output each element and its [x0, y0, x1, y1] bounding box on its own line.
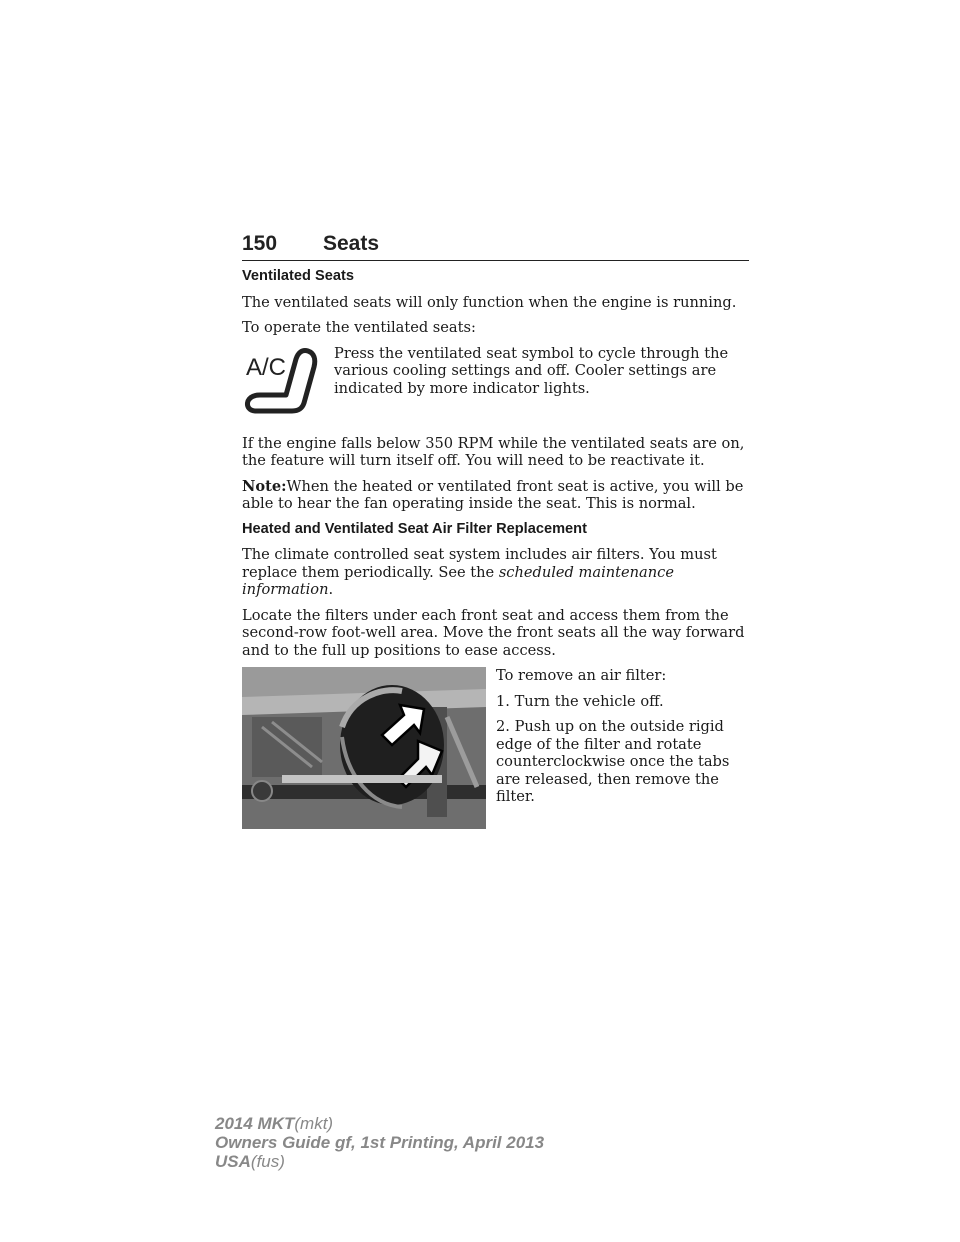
filter-intro: The climate controlled seat system includes air filters. You must replace them periodically. See the scheduled maintenance information.: [242, 546, 717, 598]
footer-line-1: 2014 MKT(mkt): [215, 1114, 334, 1133]
step-2: 2. Push up on the outside rigid edge of the filter and rotate counterclockwise once the tabs are released, then remove the filter.: [496, 718, 730, 805]
ventilated-operate: To operate the ventilated seats:: [242, 319, 476, 336]
note-label: Note:: [242, 477, 287, 495]
filter-removal-steps: [496, 667, 752, 829]
filter-removal-section: [242, 667, 752, 829]
footer-line-2: Owners Guide gf, 1st Printing, April 2013: [215, 1133, 545, 1152]
filter-location: Locate the filters under each front seat and access them from the second-row foot-well area. Move the front seats all the way forward and to the full up positions to ease access.: [242, 606, 745, 659]
air-filter-photo: [242, 667, 486, 829]
footer-line-3: USA(fus): [215, 1152, 285, 1171]
page-number: 150: [242, 232, 278, 255]
note-paragraph: [242, 478, 752, 513]
ventilated-seat-icon: [242, 345, 334, 423]
remove-intro: To remove an air filter:: [496, 667, 667, 684]
maintenance-link-text: scheduled maintenance information: [242, 563, 674, 598]
icon-label: A/C: [246, 353, 287, 381]
rpm-paragraph: If the engine falls below 350 RPM while the ventilated seats are on, the feature will turn itself off. You will need to be reactivate it.: [242, 434, 745, 469]
page-content: [242, 268, 752, 829]
ventilated-seats-heading: Ventilated Seats: [242, 268, 354, 284]
page-header: [242, 232, 749, 261]
air-filter-heading: Heated and Ventilated Seat Air Filter Replacement: [242, 520, 587, 537]
document-footer: [215, 1114, 544, 1171]
ventilated-seat-instruction: [242, 345, 752, 423]
section-title: Seats: [323, 232, 380, 255]
step-1: 1. Turn the vehicle off.: [496, 692, 664, 710]
note-text: When the heated or ventilated front seat is active, you will be able to hear the fan operating inside the seat. This is normal.: [242, 477, 744, 512]
ventilated-intro: The ventilated seats will only function when the engine is running.: [242, 293, 737, 311]
ventilated-icon-description: Press the ventilated seat symbol to cycle through the various cooling settings and off. Cooler settings are indicated by more indicator lights.: [334, 344, 729, 397]
